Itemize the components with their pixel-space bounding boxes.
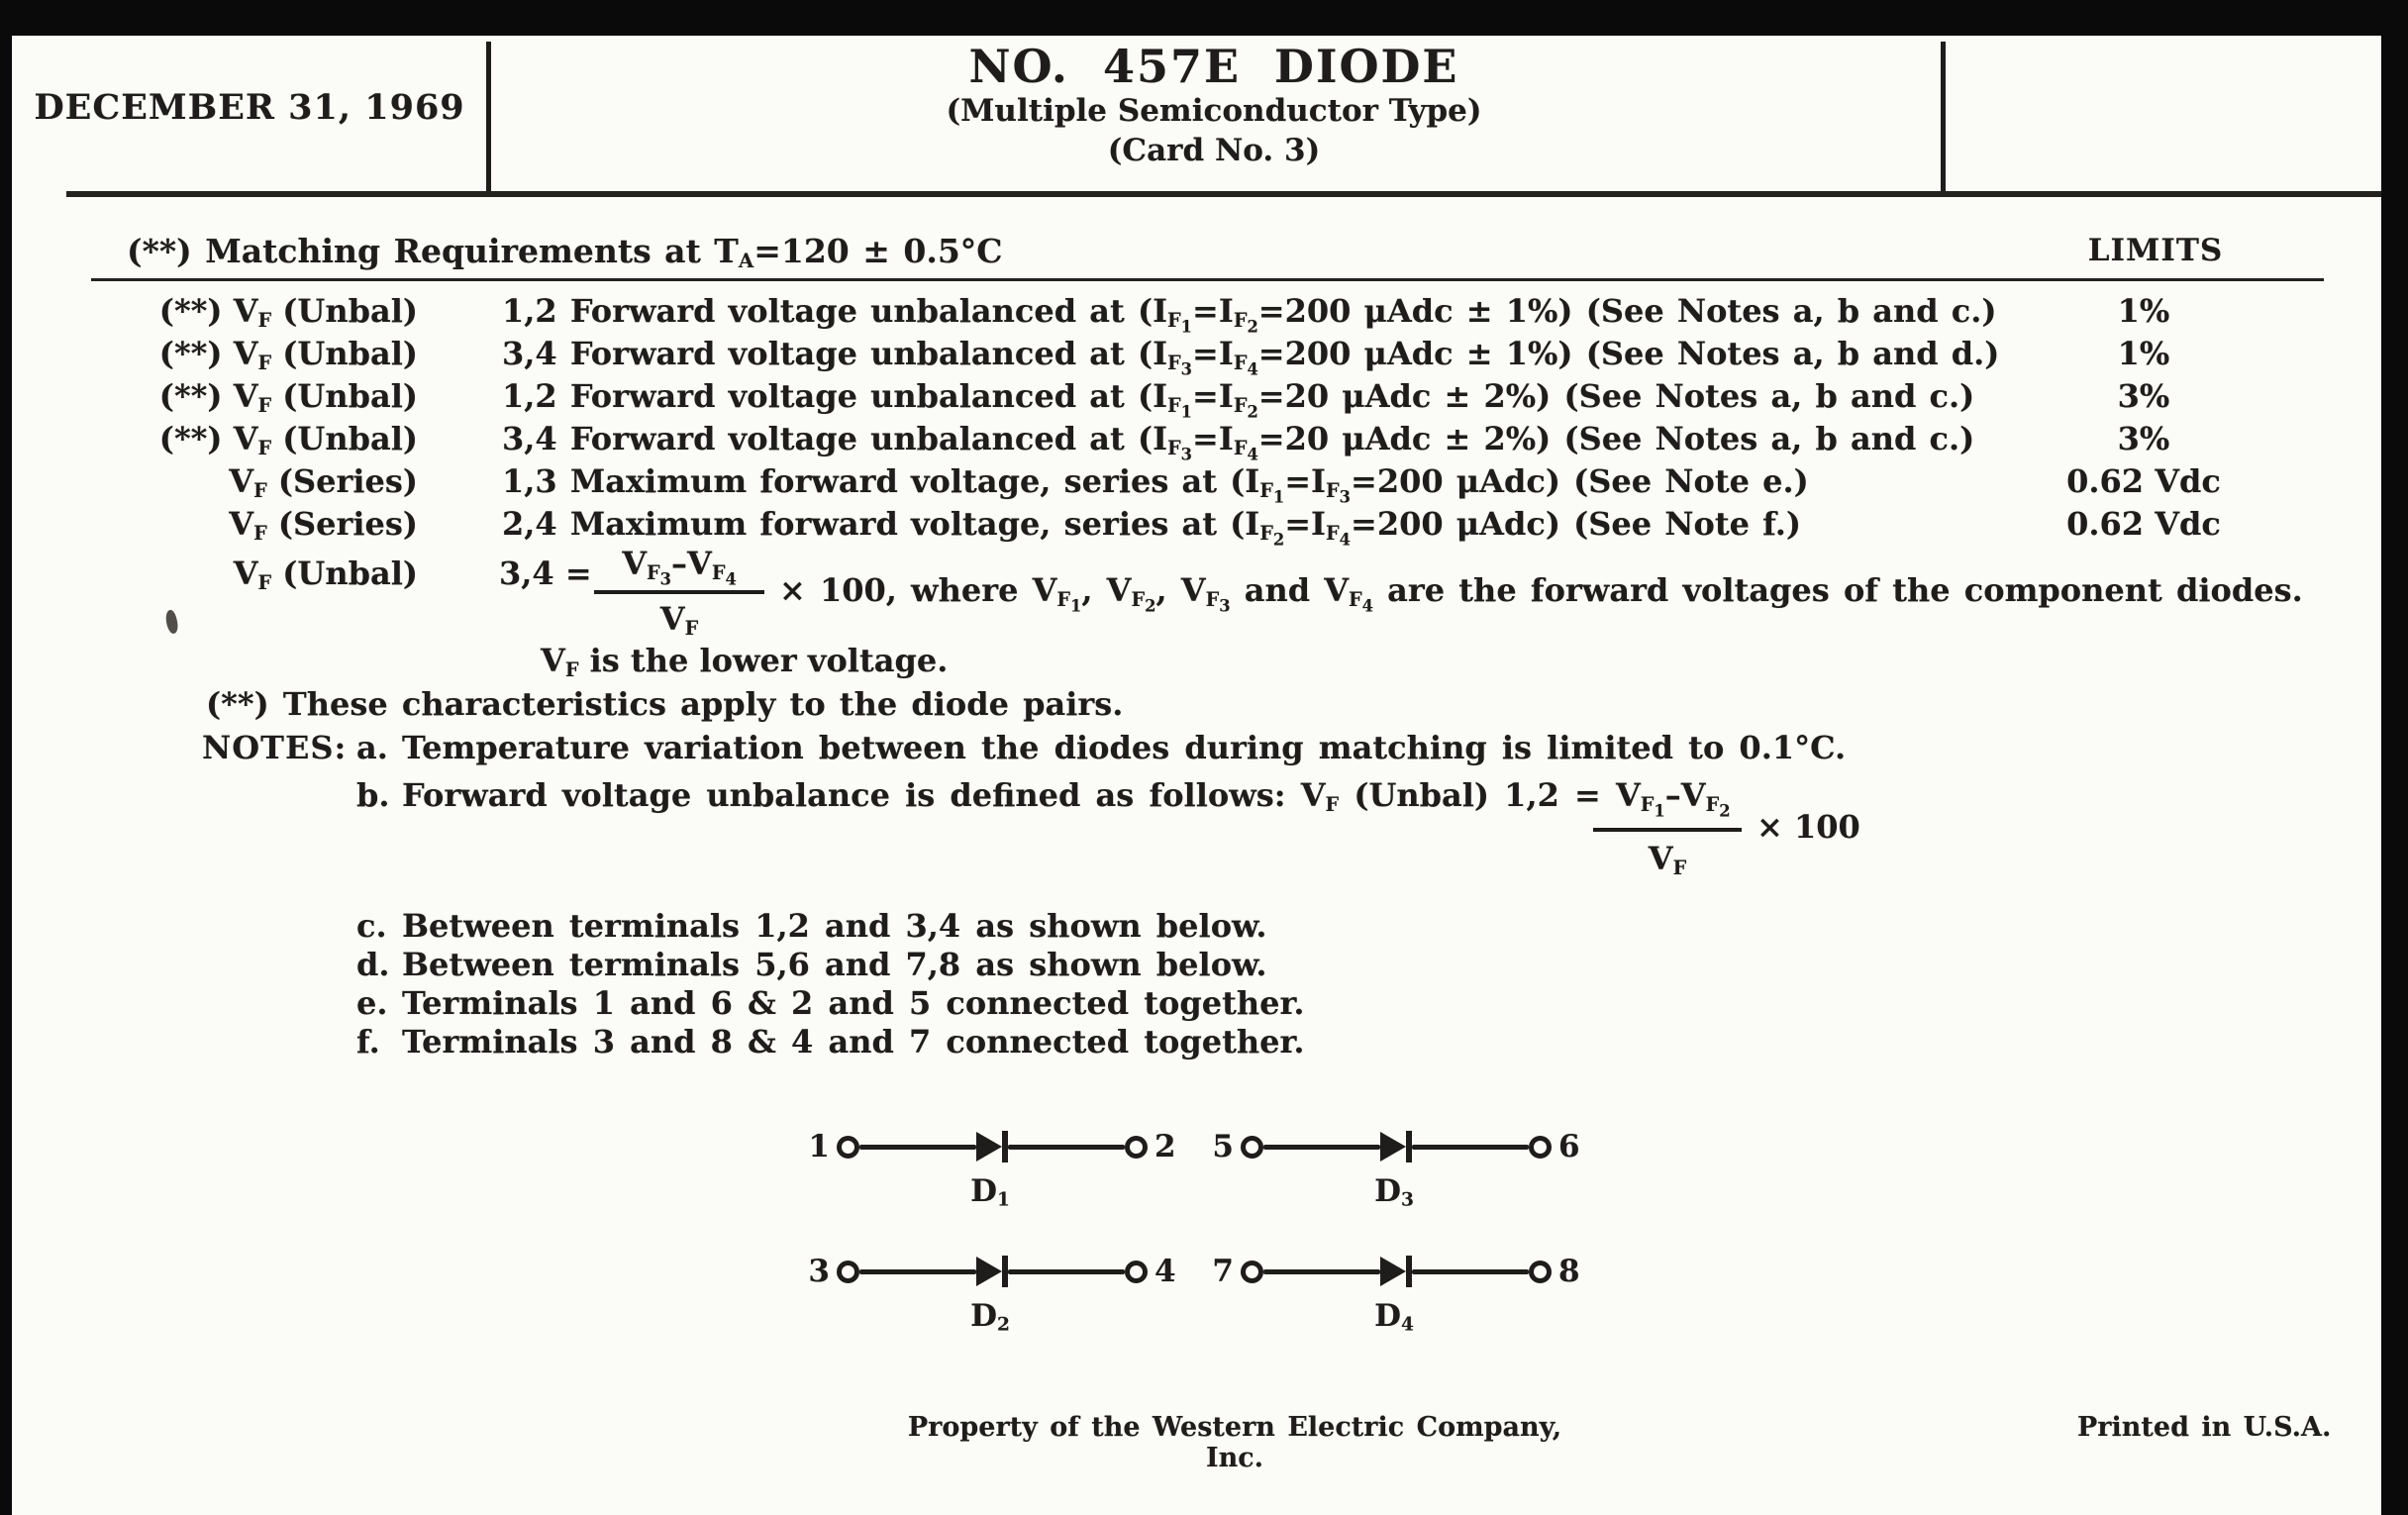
terminal-label: 8 xyxy=(1558,1254,1580,1289)
row-parameter: (**) $V_F$ (Unbal) xyxy=(158,292,418,332)
row-limit: 3% xyxy=(2117,377,2170,415)
section-heading: (**) Matching Requirements at $T_A=120 \pm 0.5^\circ C$ xyxy=(127,232,1003,272)
row-limit: 1% xyxy=(2117,292,2170,330)
note-b-times: × 100 xyxy=(1756,808,1860,846)
note-a-letter: a. xyxy=(356,729,388,766)
diode-label: $D_3$ xyxy=(1374,1173,1414,1211)
row-description: 3,4 Forward voltage unbalanced at ($I_{F_3}=I_{F_4}=20$ μAdc ± 2%) (See Notes a, b and c.) xyxy=(502,420,1975,464)
row-description: 1,2 Forward voltage unbalanced at ($I_{F_1}=I_{F_2}=200$ μAdc ± 1%) (See Notes a, b and c.) xyxy=(502,292,1997,337)
terminal-label: 1 xyxy=(808,1129,830,1164)
printed-in-usa: Printed in U.S.A. xyxy=(2077,1412,2332,1443)
diode-symbol xyxy=(976,1131,1008,1162)
document-date: DECEMBER 31, 1969 xyxy=(34,87,465,128)
note-f-text: Terminals 3 and 8 & 4 and 7 connected together. xyxy=(402,1023,1305,1060)
note-b-letter: b. xyxy=(356,776,390,814)
page-title: NO. 457E DIODE xyxy=(968,40,1459,93)
table-rule xyxy=(91,278,2324,281)
terminal-label: 7 xyxy=(1212,1254,1234,1289)
terminal-circle xyxy=(1125,1136,1148,1159)
row-description: 2,4 Maximum forward voltage, series at ($I_{F_2}=I_{F_4}=200$ μAdc) (See Note f.) xyxy=(502,505,1802,550)
row-parameter: (**) $V_F$ (Unbal) xyxy=(158,420,418,459)
terminal-label: 4 xyxy=(1154,1254,1176,1289)
limits-column-header: LIMITS xyxy=(2087,233,2224,268)
note-a-text: Temperature variation between the diodes during matching is limited to 0.1°C. xyxy=(402,729,1847,766)
diode-circuit-d4 xyxy=(1204,1251,1584,1340)
page-subtitle: (Multiple Semiconductor Type) xyxy=(946,93,1482,129)
note-e-text: Terminals 1 and 6 & 2 and 5 connected together. xyxy=(402,984,1305,1022)
terminal-label: 5 xyxy=(1212,1129,1234,1164)
terminal-circle xyxy=(1241,1136,1263,1159)
note-f-letter: f. xyxy=(356,1023,380,1060)
row-parameter: $V_F$ (Series) xyxy=(229,505,418,545)
terminal-circle xyxy=(1529,1136,1552,1159)
header-rule xyxy=(66,191,2381,197)
wire xyxy=(859,1269,976,1274)
row-description: 1,3 Maximum forward voltage, series at ($I_{F_1}=I_{F_3}=200$ μAdc) (See Note e.) xyxy=(502,462,1809,507)
row-limit: 1% xyxy=(2117,335,2170,372)
wire xyxy=(1263,1269,1380,1274)
diode-wire-row xyxy=(800,1251,1180,1292)
row-parameter: (**) $V_F$ (Unbal) xyxy=(158,377,418,417)
ink-smudge-artifact xyxy=(163,609,179,635)
datasheet-page xyxy=(12,36,2381,1515)
row-parameter: (**) $V_F$ (Unbal) xyxy=(158,335,418,374)
diode-label: $D_2$ xyxy=(970,1298,1010,1336)
formula-numerator: $V_{F_3}-V_{F_4}$ xyxy=(622,545,737,589)
diode-symbol xyxy=(976,1256,1008,1287)
diode-wire-row xyxy=(1204,1126,1584,1167)
table-row xyxy=(12,335,2381,379)
diode-symbol xyxy=(1380,1256,1412,1287)
diode-label: $D_4$ xyxy=(1374,1298,1414,1336)
terminal-label: 6 xyxy=(1558,1129,1580,1164)
formula-lead: 3,4 = xyxy=(499,555,592,592)
card-number: (Card No. 3) xyxy=(1107,133,1321,168)
formula-denominator: $V_F$ xyxy=(659,600,699,640)
table-row xyxy=(12,377,2381,422)
note-e-letter: e. xyxy=(356,984,388,1022)
diode-circuit-d3 xyxy=(1204,1126,1584,1215)
table-row xyxy=(12,292,2381,337)
row-parameter: $V_F$ (Series) xyxy=(229,462,418,502)
note-d-text: Between terminals 5,6 and 7,8 as shown below. xyxy=(402,946,1267,983)
terminal-label: 3 xyxy=(808,1254,830,1289)
table-row xyxy=(12,420,2381,464)
wire xyxy=(859,1145,976,1150)
wire xyxy=(1412,1269,1529,1274)
note-b-denominator: $V_F$ xyxy=(1648,840,1687,879)
property-notice: Property of the Western Electric Company, Inc. xyxy=(907,1412,1562,1473)
header-divider-right xyxy=(1941,42,1946,195)
diode-circuit-d2 xyxy=(800,1251,1180,1340)
pairs-note: (**) These characteristics apply to the diode pairs. xyxy=(206,685,1124,723)
row-description: 3,4 Forward voltage unbalanced at ($I_{F_3}=I_{F_4}=200$ μAdc ± 1%) (See Notes a, b and d.) xyxy=(502,335,2000,379)
row-limit: 0.62 Vdc xyxy=(2066,505,2221,543)
note-c-letter: c. xyxy=(356,907,387,945)
diode-wire-row xyxy=(1204,1251,1584,1292)
row-limit: 3% xyxy=(2117,420,2170,457)
formula-tail: × 100, where $V_{F_1}$, $V_{F_2}$, $V_{F_3}$ and $V_{F_4}$ are the forward voltages of the component diodes. xyxy=(779,571,2303,616)
diode-label: $D_1$ xyxy=(970,1173,1010,1211)
terminal-circle xyxy=(837,1136,859,1159)
diode-symbol xyxy=(1380,1131,1412,1162)
note-d-letter: d. xyxy=(356,946,390,983)
notes-label: NOTES: xyxy=(202,729,348,766)
table-row xyxy=(12,505,2381,550)
terminal-circle xyxy=(1241,1261,1263,1283)
diode-wire-row xyxy=(800,1126,1180,1167)
fraction-bar xyxy=(1593,828,1742,832)
terminal-circle xyxy=(837,1261,859,1283)
wire xyxy=(1008,1269,1125,1274)
note-c-text: Between terminals 1,2 and 3,4 as shown below. xyxy=(402,907,1267,945)
terminal-circle xyxy=(1125,1261,1148,1283)
table-row xyxy=(12,462,2381,507)
lower-voltage-note: $V_F$ is the lower voltage. xyxy=(541,642,949,681)
formula-row-parameter: $V_F$ (Unbal) xyxy=(233,555,418,594)
wire xyxy=(1412,1145,1529,1150)
terminal-circle xyxy=(1529,1261,1552,1283)
terminal-label: 2 xyxy=(1154,1129,1176,1164)
wire xyxy=(1263,1145,1380,1150)
diode-circuit-d1 xyxy=(800,1126,1180,1215)
row-description: 1,2 Forward voltage unbalanced at ($I_{F_1}=I_{F_2}=20$ μAdc ± 2%) (See Notes a, b and c.) xyxy=(502,377,1975,422)
wire xyxy=(1008,1145,1125,1150)
note-b-text: Forward voltage unbalance is defined as follows: $V_F$ (Unbal) $1,2 = V_{F_1}-V_{F_2}$ xyxy=(402,776,1731,821)
row-limit: 0.62 Vdc xyxy=(2066,462,2221,500)
fraction-bar xyxy=(594,590,764,594)
